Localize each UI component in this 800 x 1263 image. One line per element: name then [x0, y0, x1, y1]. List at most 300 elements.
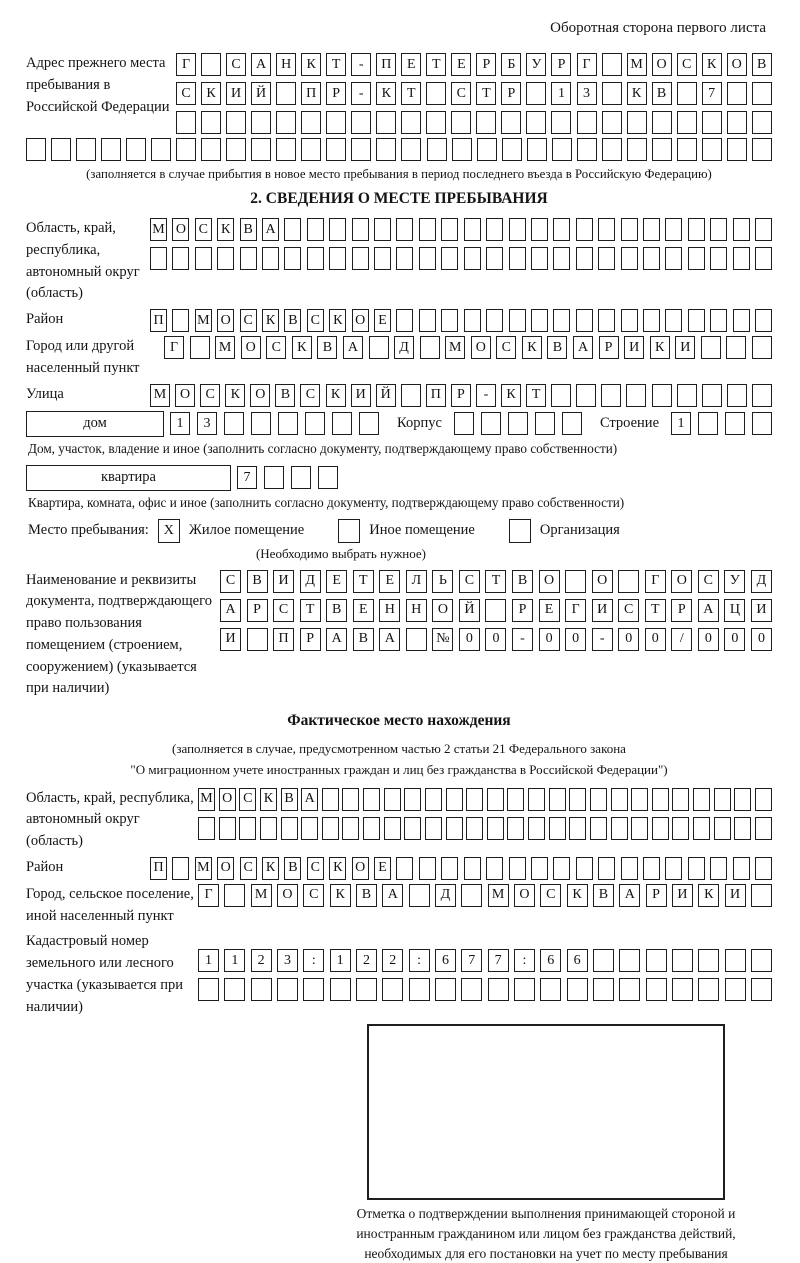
- char-cell[interactable]: [527, 138, 547, 161]
- char-cell[interactable]: [643, 218, 660, 241]
- char-cell[interactable]: [598, 857, 615, 880]
- char-cell[interactable]: [562, 412, 582, 435]
- char-cell[interactable]: [701, 336, 721, 359]
- char-cell[interactable]: К: [329, 857, 346, 880]
- char-cell[interactable]: Т: [485, 570, 506, 593]
- char-cell[interactable]: А: [343, 336, 363, 359]
- char-cell[interactable]: [276, 82, 296, 105]
- char-cell[interactable]: М: [150, 218, 167, 241]
- char-cell[interactable]: Р: [247, 599, 268, 622]
- char-cell[interactable]: [646, 949, 667, 972]
- char-cell[interactable]: М: [150, 384, 170, 407]
- char-cell[interactable]: [226, 138, 246, 161]
- char-cell[interactable]: [553, 247, 570, 270]
- char-cell[interactable]: [755, 309, 772, 332]
- char-cell[interactable]: [374, 218, 391, 241]
- char-cell[interactable]: [665, 309, 682, 332]
- char-cell[interactable]: [426, 82, 446, 105]
- char-cell[interactable]: 0: [698, 628, 719, 651]
- char-cell[interactable]: С: [239, 788, 256, 811]
- char-cell[interactable]: [466, 817, 483, 840]
- char-cell[interactable]: [593, 978, 614, 1001]
- char-cell[interactable]: [710, 309, 727, 332]
- char-cell[interactable]: [677, 82, 697, 105]
- char-cell[interactable]: Ь: [432, 570, 453, 593]
- char-cell[interactable]: [567, 978, 588, 1001]
- char-cell[interactable]: Д: [300, 570, 321, 593]
- char-cell[interactable]: [369, 336, 389, 359]
- char-cell[interactable]: В: [326, 599, 347, 622]
- char-cell[interactable]: [76, 138, 96, 161]
- char-cell[interactable]: [652, 788, 669, 811]
- char-cell[interactable]: -: [351, 82, 371, 105]
- char-cell[interactable]: [351, 111, 371, 134]
- char-cell[interactable]: [727, 111, 747, 134]
- char-cell[interactable]: Е: [379, 570, 400, 593]
- char-cell[interactable]: [509, 309, 526, 332]
- char-cell[interactable]: [576, 309, 593, 332]
- char-cell[interactable]: К: [262, 857, 279, 880]
- char-cell[interactable]: [376, 111, 396, 134]
- char-cell[interactable]: П: [150, 857, 167, 880]
- char-cell[interactable]: [396, 247, 413, 270]
- char-cell[interactable]: [688, 309, 705, 332]
- char-cell[interactable]: [172, 309, 189, 332]
- char-cell[interactable]: [643, 309, 660, 332]
- char-cell[interactable]: К: [650, 336, 670, 359]
- char-cell[interactable]: [752, 412, 772, 435]
- char-cell[interactable]: [301, 138, 321, 161]
- char-cell[interactable]: Г: [577, 53, 597, 76]
- char-cell[interactable]: Г: [164, 336, 184, 359]
- char-cell[interactable]: И: [226, 82, 246, 105]
- char-cell[interactable]: В: [652, 82, 672, 105]
- char-cell[interactable]: И: [675, 336, 695, 359]
- char-cell[interactable]: [262, 247, 279, 270]
- char-cell[interactable]: [401, 138, 421, 161]
- char-cell[interactable]: [752, 82, 772, 105]
- char-cell[interactable]: [488, 978, 509, 1001]
- char-cell[interactable]: [540, 978, 561, 1001]
- char-cell[interactable]: 2: [382, 949, 403, 972]
- char-cell[interactable]: Т: [353, 570, 374, 593]
- char-cell[interactable]: Л: [406, 570, 427, 593]
- char-cell[interactable]: 6: [540, 949, 561, 972]
- char-cell[interactable]: [710, 247, 727, 270]
- char-cell[interactable]: [425, 817, 442, 840]
- char-cell[interactable]: О: [352, 309, 369, 332]
- char-cell[interactable]: К: [330, 884, 351, 907]
- char-cell[interactable]: [384, 788, 401, 811]
- char-cell[interactable]: [176, 111, 196, 134]
- char-cell[interactable]: [602, 82, 622, 105]
- char-cell[interactable]: Й: [251, 82, 271, 105]
- char-cell[interactable]: [330, 978, 351, 1001]
- char-cell[interactable]: В: [240, 218, 257, 241]
- char-cell[interactable]: [176, 138, 196, 161]
- char-cell[interactable]: 3: [577, 82, 597, 105]
- char-cell[interactable]: [419, 247, 436, 270]
- char-cell[interactable]: [126, 138, 146, 161]
- char-cell[interactable]: [454, 412, 474, 435]
- char-cell[interactable]: [487, 788, 504, 811]
- char-cell[interactable]: [409, 884, 430, 907]
- char-cell[interactable]: 7: [237, 466, 257, 489]
- char-cell[interactable]: [329, 247, 346, 270]
- char-cell[interactable]: [305, 412, 325, 435]
- char-cell[interactable]: М: [627, 53, 647, 76]
- char-cell[interactable]: [698, 978, 719, 1001]
- char-cell[interactable]: В: [247, 570, 268, 593]
- char-cell[interactable]: [332, 412, 352, 435]
- char-cell[interactable]: О: [514, 884, 535, 907]
- char-cell[interactable]: И: [220, 628, 241, 651]
- char-cell[interactable]: К: [301, 53, 321, 76]
- char-cell[interactable]: [278, 412, 298, 435]
- char-cell[interactable]: В: [356, 884, 377, 907]
- char-cell[interactable]: О: [217, 309, 234, 332]
- char-cell[interactable]: И: [725, 884, 746, 907]
- char-cell[interactable]: [531, 247, 548, 270]
- char-cell[interactable]: [602, 138, 622, 161]
- char-cell[interactable]: С: [496, 336, 516, 359]
- char-cell[interactable]: О: [432, 599, 453, 622]
- char-cell[interactable]: [688, 247, 705, 270]
- char-cell[interactable]: [751, 978, 772, 1001]
- char-cell[interactable]: [446, 788, 463, 811]
- char-cell[interactable]: А: [573, 336, 593, 359]
- char-cell[interactable]: [621, 247, 638, 270]
- char-cell[interactable]: [631, 817, 648, 840]
- char-cell[interactable]: О: [539, 570, 560, 593]
- char-cell[interactable]: [198, 817, 215, 840]
- char-cell[interactable]: [363, 788, 380, 811]
- char-cell[interactable]: Р: [512, 599, 533, 622]
- char-cell[interactable]: [576, 384, 596, 407]
- char-cell[interactable]: [326, 111, 346, 134]
- char-cell[interactable]: [569, 788, 586, 811]
- char-cell[interactable]: А: [379, 628, 400, 651]
- char-cell[interactable]: К: [292, 336, 312, 359]
- char-cell[interactable]: Т: [426, 53, 446, 76]
- char-cell[interactable]: Р: [326, 82, 346, 105]
- char-cell[interactable]: [751, 884, 772, 907]
- char-cell[interactable]: [734, 817, 751, 840]
- char-cell[interactable]: Е: [539, 599, 560, 622]
- char-cell[interactable]: [535, 412, 555, 435]
- char-cell[interactable]: [486, 309, 503, 332]
- char-cell[interactable]: [384, 817, 401, 840]
- char-cell[interactable]: [643, 247, 660, 270]
- char-cell[interactable]: [251, 978, 272, 1001]
- char-cell[interactable]: [677, 384, 697, 407]
- char-cell[interactable]: Т: [476, 82, 496, 105]
- char-cell[interactable]: [481, 412, 501, 435]
- char-cell[interactable]: А: [326, 628, 347, 651]
- char-cell[interactable]: [652, 111, 672, 134]
- char-cell[interactable]: В: [752, 53, 772, 76]
- char-cell[interactable]: [755, 247, 772, 270]
- stay-type-checkbox-organization[interactable]: [509, 519, 531, 543]
- char-cell[interactable]: К: [501, 384, 521, 407]
- char-cell[interactable]: [602, 53, 622, 76]
- char-cell[interactable]: [702, 384, 722, 407]
- char-cell[interactable]: [401, 384, 421, 407]
- char-cell[interactable]: 0: [485, 628, 506, 651]
- char-cell[interactable]: [382, 978, 403, 1001]
- char-cell[interactable]: [577, 111, 597, 134]
- char-cell[interactable]: [101, 138, 121, 161]
- char-cell[interactable]: [441, 309, 458, 332]
- char-cell[interactable]: [172, 247, 189, 270]
- char-cell[interactable]: [652, 384, 672, 407]
- char-cell[interactable]: П: [273, 628, 294, 651]
- char-cell[interactable]: [303, 978, 324, 1001]
- char-cell[interactable]: [677, 138, 697, 161]
- char-cell[interactable]: О: [250, 384, 270, 407]
- char-cell[interactable]: [643, 857, 660, 880]
- char-cell[interactable]: [201, 138, 221, 161]
- char-cell[interactable]: 3: [197, 412, 217, 435]
- char-cell[interactable]: [307, 247, 324, 270]
- char-cell[interactable]: -: [476, 384, 496, 407]
- char-cell[interactable]: [376, 138, 396, 161]
- char-cell[interactable]: /: [671, 628, 692, 651]
- char-cell[interactable]: [190, 336, 210, 359]
- char-cell[interactable]: Т: [300, 599, 321, 622]
- char-cell[interactable]: :: [303, 949, 324, 972]
- char-cell[interactable]: [569, 817, 586, 840]
- char-cell[interactable]: С: [176, 82, 196, 105]
- char-cell[interactable]: [553, 218, 570, 241]
- char-cell[interactable]: [51, 138, 71, 161]
- char-cell[interactable]: [301, 817, 318, 840]
- char-cell[interactable]: О: [241, 336, 261, 359]
- char-cell[interactable]: [665, 247, 682, 270]
- char-cell[interactable]: [531, 218, 548, 241]
- char-cell[interactable]: [621, 218, 638, 241]
- char-cell[interactable]: [755, 857, 772, 880]
- char-cell[interactable]: [409, 978, 430, 1001]
- char-cell[interactable]: [426, 111, 446, 134]
- char-cell[interactable]: И: [672, 884, 693, 907]
- char-cell[interactable]: 0: [645, 628, 666, 651]
- char-cell[interactable]: [693, 817, 710, 840]
- char-cell[interactable]: Ц: [724, 599, 745, 622]
- char-cell[interactable]: [755, 817, 772, 840]
- char-cell[interactable]: [396, 309, 413, 332]
- char-cell[interactable]: [420, 336, 440, 359]
- char-cell[interactable]: К: [260, 788, 277, 811]
- char-cell[interactable]: [351, 138, 371, 161]
- char-cell[interactable]: Р: [476, 53, 496, 76]
- char-cell[interactable]: [672, 817, 689, 840]
- char-cell[interactable]: В: [593, 884, 614, 907]
- char-cell[interactable]: Р: [671, 599, 692, 622]
- char-cell[interactable]: 0: [618, 628, 639, 651]
- char-cell[interactable]: [461, 978, 482, 1001]
- char-cell[interactable]: Н: [276, 53, 296, 76]
- char-cell[interactable]: [329, 218, 346, 241]
- char-cell[interactable]: О: [219, 788, 236, 811]
- char-cell[interactable]: [464, 218, 481, 241]
- char-cell[interactable]: [281, 817, 298, 840]
- char-cell[interactable]: 1: [551, 82, 571, 105]
- char-cell[interactable]: 0: [751, 628, 772, 651]
- char-cell[interactable]: Т: [526, 384, 546, 407]
- char-cell[interactable]: Т: [645, 599, 666, 622]
- char-cell[interactable]: Б: [501, 53, 521, 76]
- char-cell[interactable]: [318, 466, 338, 489]
- char-cell[interactable]: [549, 817, 566, 840]
- char-cell[interactable]: Н: [406, 599, 427, 622]
- char-cell[interactable]: Т: [326, 53, 346, 76]
- char-cell[interactable]: 7: [702, 82, 722, 105]
- char-cell[interactable]: [464, 309, 481, 332]
- char-cell[interactable]: [598, 309, 615, 332]
- char-cell[interactable]: [531, 857, 548, 880]
- char-cell[interactable]: О: [175, 384, 195, 407]
- char-cell[interactable]: В: [284, 857, 301, 880]
- char-cell[interactable]: [172, 857, 189, 880]
- char-cell[interactable]: С: [226, 53, 246, 76]
- char-cell[interactable]: И: [624, 336, 644, 359]
- char-cell[interactable]: А: [262, 218, 279, 241]
- char-cell[interactable]: [247, 628, 268, 651]
- char-cell[interactable]: [485, 599, 506, 622]
- char-cell[interactable]: [619, 949, 640, 972]
- char-cell[interactable]: Д: [394, 336, 414, 359]
- char-cell[interactable]: С: [300, 384, 320, 407]
- char-cell[interactable]: [251, 412, 271, 435]
- char-cell[interactable]: [307, 218, 324, 241]
- char-cell[interactable]: [652, 138, 672, 161]
- char-cell[interactable]: [374, 247, 391, 270]
- char-cell[interactable]: [601, 384, 621, 407]
- char-cell[interactable]: М: [251, 884, 272, 907]
- char-cell[interactable]: Е: [374, 857, 391, 880]
- char-cell[interactable]: [404, 788, 421, 811]
- char-cell[interactable]: [602, 111, 622, 134]
- char-cell[interactable]: [526, 82, 546, 105]
- char-cell[interactable]: К: [702, 53, 722, 76]
- char-cell[interactable]: [528, 788, 545, 811]
- char-cell[interactable]: П: [150, 309, 167, 332]
- char-cell[interactable]: [551, 384, 571, 407]
- house-type-box[interactable]: дом: [26, 411, 164, 437]
- char-cell[interactable]: [646, 978, 667, 1001]
- char-cell[interactable]: [322, 817, 339, 840]
- char-cell[interactable]: П: [301, 82, 321, 105]
- char-cell[interactable]: 2: [251, 949, 272, 972]
- char-cell[interactable]: 1: [198, 949, 219, 972]
- char-cell[interactable]: [251, 111, 271, 134]
- char-cell[interactable]: [590, 817, 607, 840]
- char-cell[interactable]: Р: [451, 384, 471, 407]
- char-cell[interactable]: С: [698, 570, 719, 593]
- char-cell[interactable]: [621, 857, 638, 880]
- char-cell[interactable]: О: [671, 570, 692, 593]
- char-cell[interactable]: 3: [277, 949, 298, 972]
- char-cell[interactable]: А: [698, 599, 719, 622]
- char-cell[interactable]: [619, 978, 640, 1001]
- char-cell[interactable]: Р: [599, 336, 619, 359]
- char-cell[interactable]: [264, 466, 284, 489]
- char-cell[interactable]: [240, 247, 257, 270]
- char-cell[interactable]: [627, 138, 647, 161]
- char-cell[interactable]: [277, 978, 298, 1001]
- char-cell[interactable]: [531, 309, 548, 332]
- char-cell[interactable]: К: [326, 384, 346, 407]
- char-cell[interactable]: [487, 817, 504, 840]
- char-cell[interactable]: [549, 788, 566, 811]
- char-cell[interactable]: С: [303, 884, 324, 907]
- char-cell[interactable]: И: [751, 599, 772, 622]
- char-cell[interactable]: [714, 817, 731, 840]
- char-cell[interactable]: В: [284, 309, 301, 332]
- char-cell[interactable]: [727, 384, 747, 407]
- char-cell[interactable]: [598, 218, 615, 241]
- char-cell[interactable]: [276, 111, 296, 134]
- char-cell[interactable]: С: [540, 884, 561, 907]
- char-cell[interactable]: [301, 111, 321, 134]
- char-cell[interactable]: П: [426, 384, 446, 407]
- char-cell[interactable]: [501, 111, 521, 134]
- char-cell[interactable]: [702, 138, 722, 161]
- char-cell[interactable]: А: [382, 884, 403, 907]
- char-cell[interactable]: [435, 978, 456, 1001]
- char-cell[interactable]: Р: [551, 53, 571, 76]
- char-cell[interactable]: [526, 111, 546, 134]
- char-cell[interactable]: У: [526, 53, 546, 76]
- char-cell[interactable]: [502, 138, 522, 161]
- char-cell[interactable]: [733, 857, 750, 880]
- char-cell[interactable]: [698, 412, 718, 435]
- char-cell[interactable]: В: [317, 336, 337, 359]
- char-cell[interactable]: [514, 978, 535, 1001]
- char-cell[interactable]: С: [220, 570, 241, 593]
- char-cell[interactable]: К: [225, 384, 245, 407]
- char-cell[interactable]: 2: [356, 949, 377, 972]
- char-cell[interactable]: [359, 412, 379, 435]
- char-cell[interactable]: [291, 466, 311, 489]
- char-cell[interactable]: Е: [326, 570, 347, 593]
- char-cell[interactable]: [528, 817, 545, 840]
- char-cell[interactable]: [419, 218, 436, 241]
- char-cell[interactable]: К: [627, 82, 647, 105]
- char-cell[interactable]: [725, 978, 746, 1001]
- char-cell[interactable]: [406, 628, 427, 651]
- char-cell[interactable]: [195, 247, 212, 270]
- char-cell[interactable]: [396, 218, 413, 241]
- char-cell[interactable]: М: [488, 884, 509, 907]
- char-cell[interactable]: [626, 384, 646, 407]
- char-cell[interactable]: В: [275, 384, 295, 407]
- char-cell[interactable]: [352, 218, 369, 241]
- char-cell[interactable]: [284, 218, 301, 241]
- char-cell[interactable]: [224, 884, 245, 907]
- char-cell[interactable]: [486, 857, 503, 880]
- char-cell[interactable]: Р: [646, 884, 667, 907]
- char-cell[interactable]: [507, 788, 524, 811]
- char-cell[interactable]: [733, 218, 750, 241]
- char-cell[interactable]: П: [376, 53, 396, 76]
- char-cell[interactable]: [755, 218, 772, 241]
- char-cell[interactable]: [672, 978, 693, 1001]
- char-cell[interactable]: [401, 111, 421, 134]
- char-cell[interactable]: [224, 412, 244, 435]
- char-cell[interactable]: Й: [459, 599, 480, 622]
